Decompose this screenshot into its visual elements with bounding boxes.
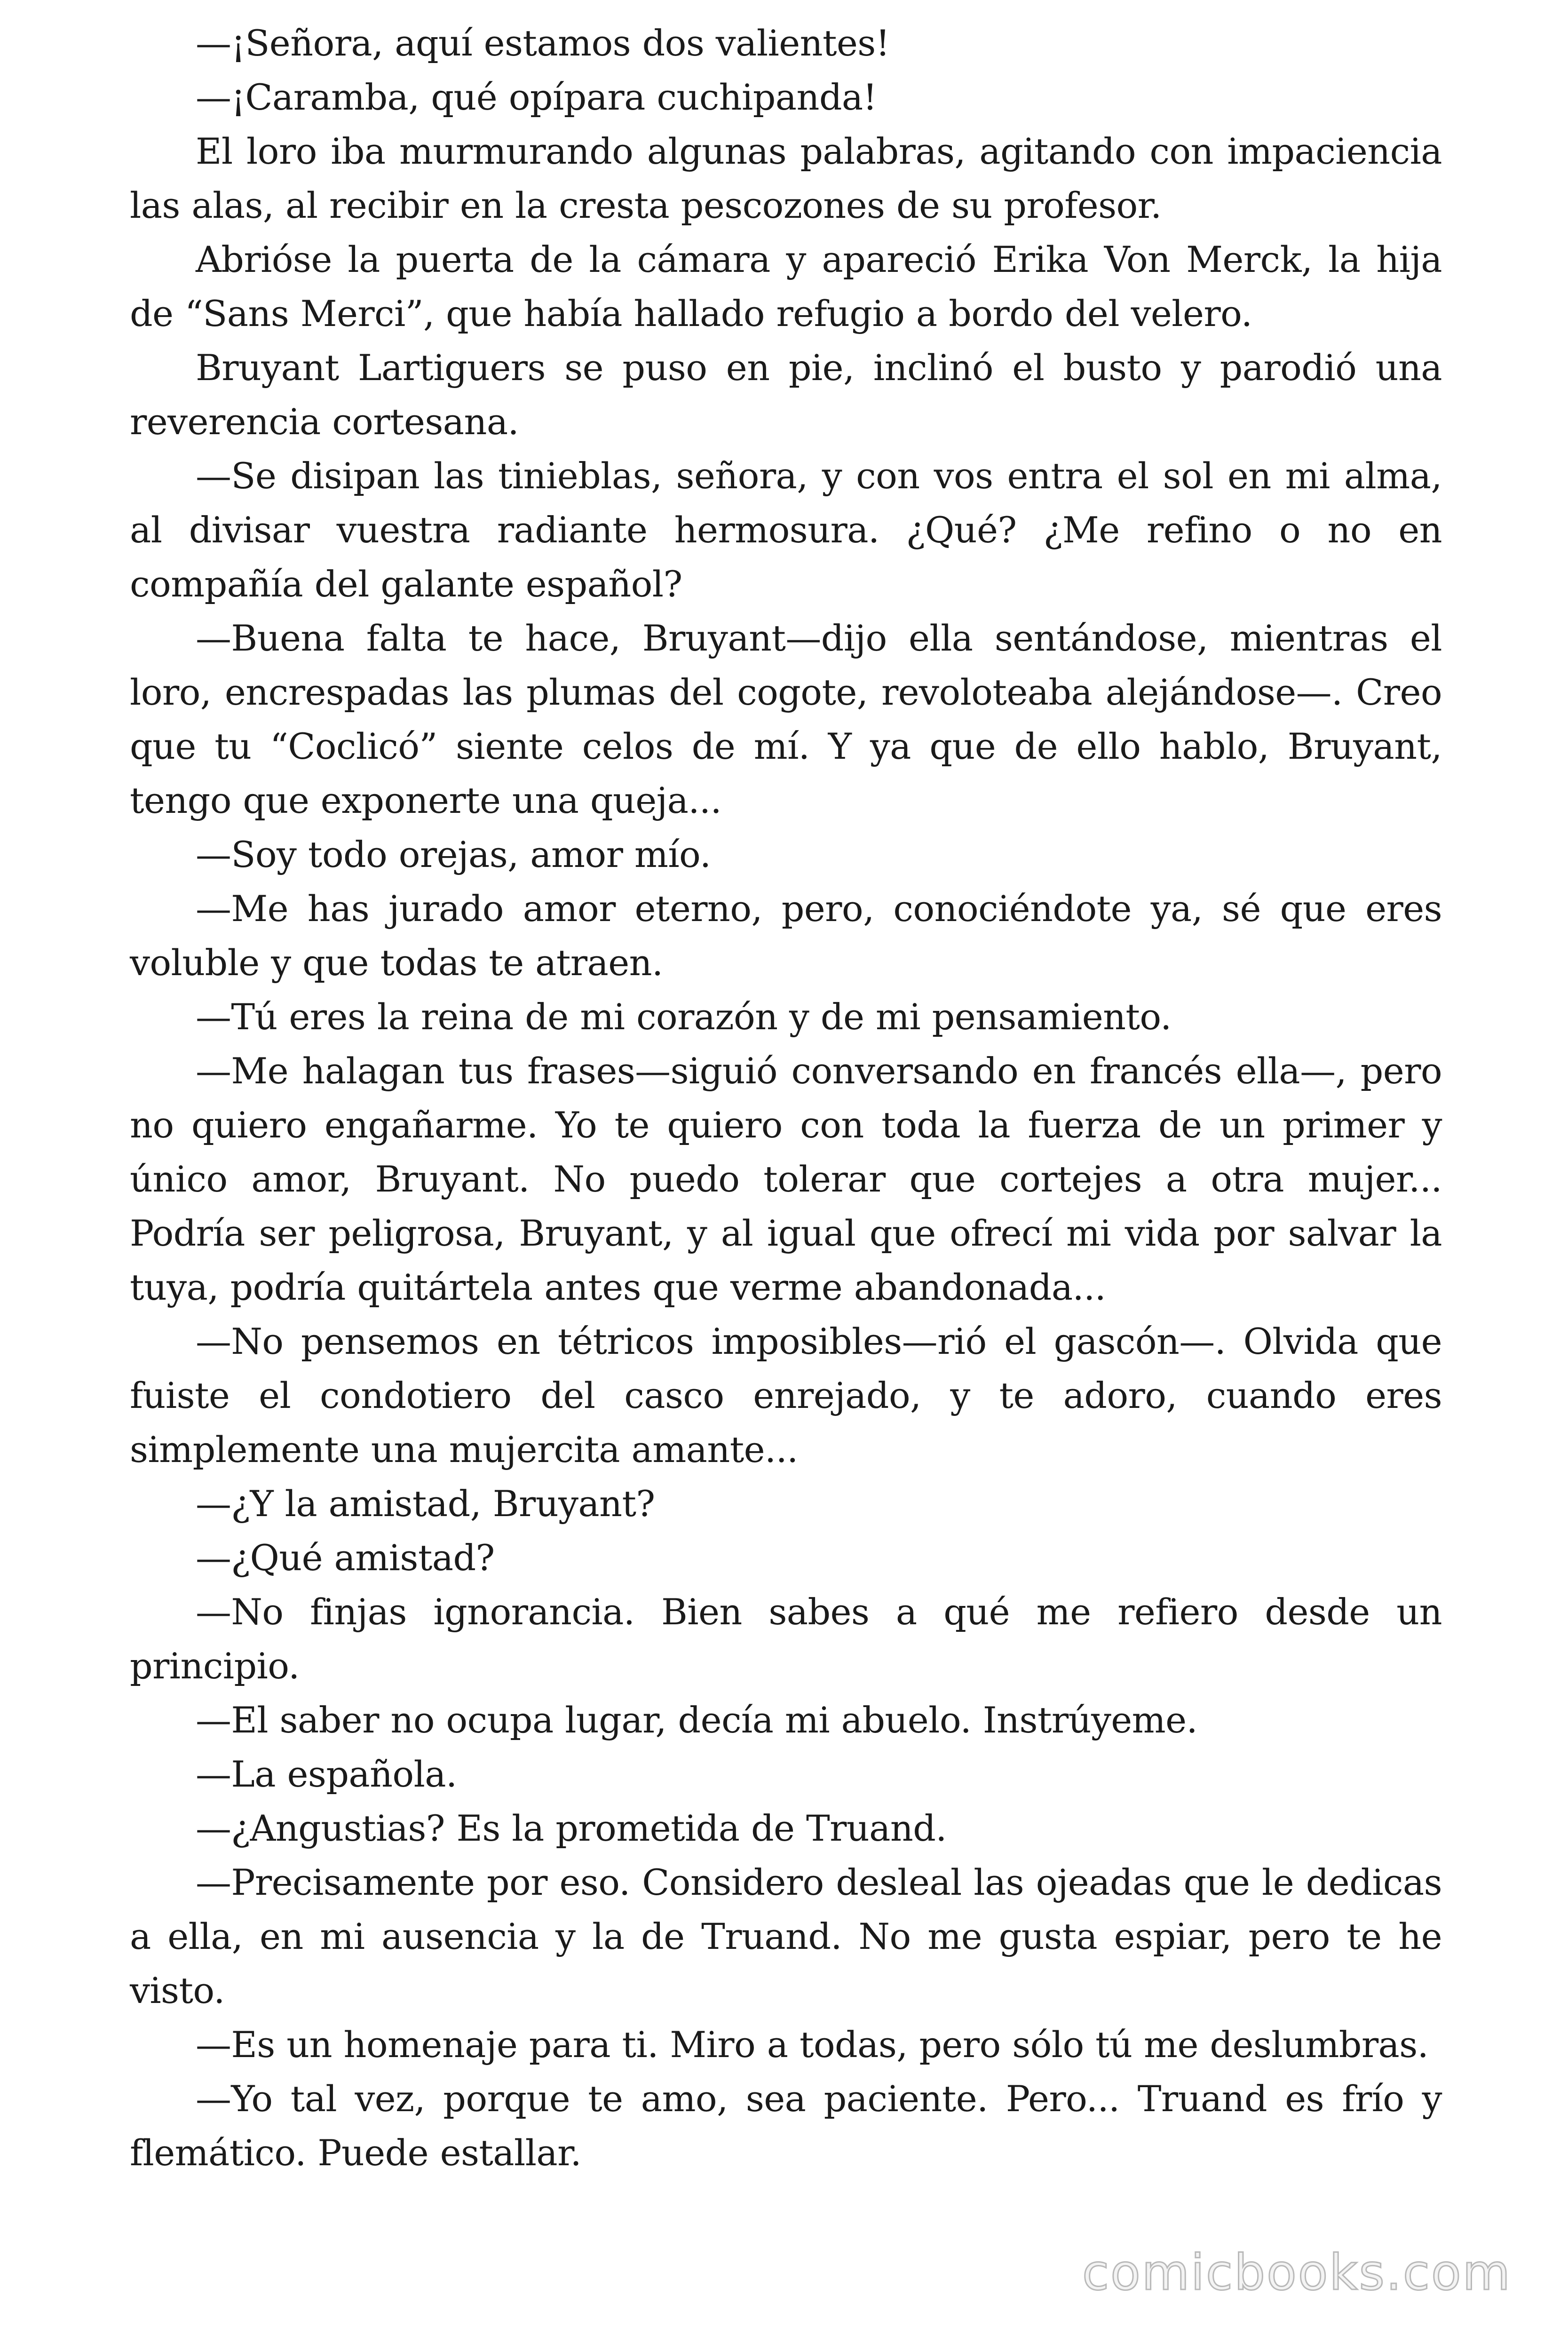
paragraph: —Soy todo orejas, amor mío. <box>196 834 711 875</box>
page-body <box>130 16 1442 2180</box>
paragraph: —Yo tal vez, porque te amo, sea paciente. Pero... Truand es frío y flemático. Puede estallar. <box>130 2078 1442 2174</box>
paragraph: —¡Caramba, qué opípara cuchipanda! <box>196 76 877 118</box>
paragraph: —No pensemos en tétricos imposibles—rió el gascón—. Olvida que fuiste el condotiero del casco enrejado, y te adoro, cuando eres simplemente una mujercita amante... <box>130 1320 1442 1470</box>
paragraph: —Me has jurado amor eterno, pero, conociéndote ya, sé que eres voluble y que todas te atraen. <box>130 888 1442 984</box>
paragraph: El loro iba murmurando algunas palabras, agitando con impaciencia las alas, al recibir en la cresta pescozones de su profesor. <box>130 130 1442 226</box>
paragraph: —El saber no ocupa lugar, decía mi abuelo. Instrúyeme. <box>196 1699 1198 1741</box>
paragraph: —La española. <box>196 1753 457 1795</box>
paragraph: —Buena falta te hace, Bruyant—dijo ella sentándose, mientras el loro, encrespadas las plumas del cogote, revoloteaba alejándose—. Creo que tu “Coclicó” siente celos de mí. Y ya que de ello hablo, Bruyant, tengo que exponerte una queja... <box>130 617 1442 821</box>
paragraph: —¿Qué amistad? <box>196 1537 495 1579</box>
paragraph: —¿Y la amistad, Bruyant? <box>196 1483 655 1525</box>
paragraph: —No finjas ignorancia. Bien sabes a qué me refiero desde un principio. <box>130 1591 1442 1687</box>
paragraph: —Se disipan las tinieblas, señora, y con vos entra el sol en mi alma, al divisar vuestra radiante hermosura. ¿Qué? ¿Me refino o no en compañía del galante español? <box>130 455 1442 605</box>
paragraph: —¿Angustias? Es la prometida de Truand. <box>196 1807 947 1849</box>
paragraph: —Precisamente por eso. Considero desleal las ojeadas que le dedicas a ella, en mi ausencia y la de Truand. No me gusta espiar, pero te he visto. <box>130 1861 1442 2011</box>
paragraph: Bruyant Lartiguers se puso en pie, inclinó el busto y parodió una reverencia cortesana. <box>130 347 1442 443</box>
paragraph: —Es un homenaje para ti. Miro a todas, pero sólo tú me deslumbras. <box>196 2024 1429 2066</box>
paragraph: Abrióse la puerta de la cámara y apareció Erika Von Merck, la hija de “Sans Merci”, que había hallado refugio a bordo del velero. <box>130 238 1442 334</box>
watermark: comicbooks.com <box>1082 2244 1512 2301</box>
paragraph: —¡Señora, aquí estamos dos valientes! <box>196 22 890 64</box>
paragraph: —Tú eres la reina de mi corazón y de mi pensamiento. <box>196 996 1172 1038</box>
paragraph: —Me halagan tus frases—siguió conversando en francés ella—, pero no quiero engañarme. Yo te quiero con toda la fuerza de un primer y único amor, Bruyant. No puedo tolerar que cortejes a otra mujer... Podría ser peligrosa, Bruyant, y al igual que ofrecí mi vida por salvar la tuya, podría quitártela antes que verme abandonada... <box>130 1050 1442 1308</box>
